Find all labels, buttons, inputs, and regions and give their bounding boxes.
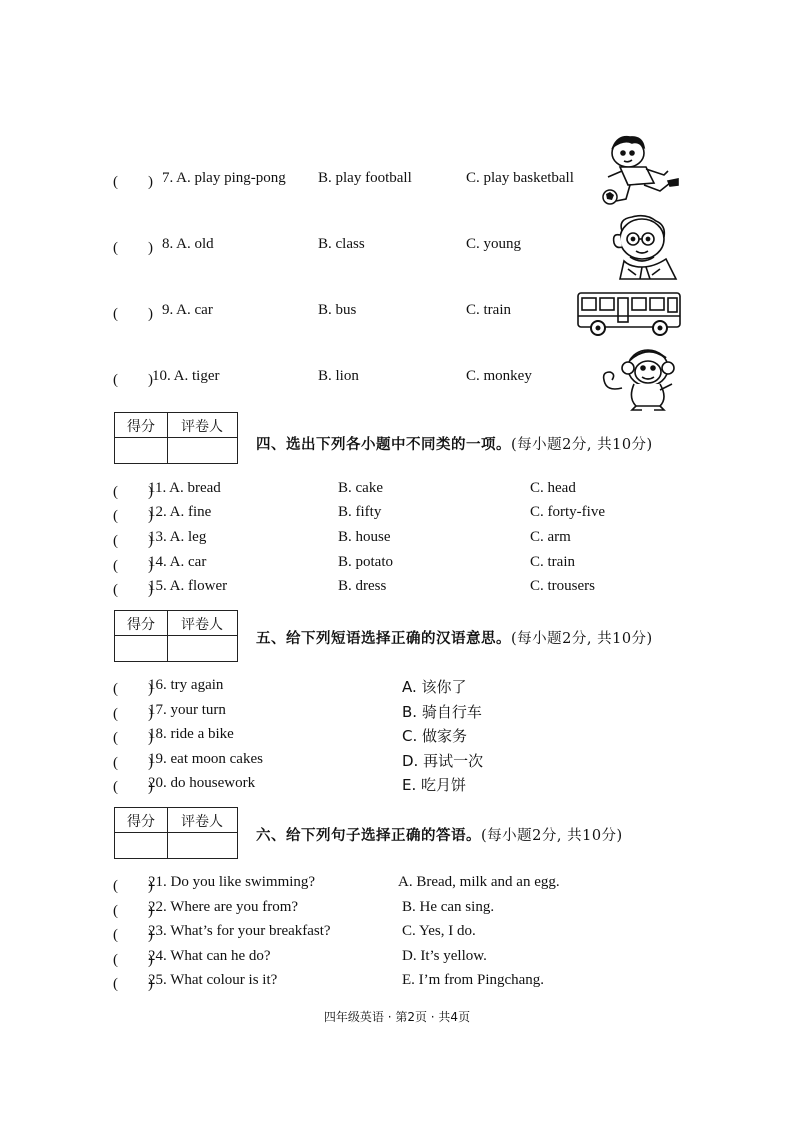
meaning: D. 再试一次 <box>402 752 484 770</box>
section-6-heading <box>256 824 623 845</box>
phrase: 17. your turn <box>148 702 226 718</box>
meaning: C. 做家务 <box>402 727 468 745</box>
option-a: 14. A. car <box>148 554 207 570</box>
option-a: 13. A. leg <box>148 529 207 545</box>
option-b: B. lion <box>318 368 359 384</box>
answer-option: A. Bread, milk and an egg. <box>398 874 560 890</box>
old-man-icon <box>606 213 684 281</box>
score-label: 得分 <box>127 814 155 830</box>
meaning: A. 该你了 <box>402 678 467 696</box>
answer-blank[interactable]: ( ) <box>113 927 153 943</box>
option-a: 15. A. flower <box>148 578 228 594</box>
grader-label: 评卷人 <box>181 419 223 435</box>
phrase: 16. try again <box>148 677 224 693</box>
option-a: 10. A. tiger <box>152 368 220 384</box>
question: 22. Where are you from? <box>148 899 299 915</box>
answer-blank[interactable]: ( ) <box>113 706 153 722</box>
option-a: 12. A. fine <box>148 504 212 520</box>
answer-blank[interactable]: ( ) <box>113 533 153 549</box>
option-c: C. arm <box>530 529 571 545</box>
meaning: E. 吃月饼 <box>402 776 467 794</box>
phrase: 18. ride a bike <box>148 726 234 742</box>
answer-blank[interactable]: ( ) <box>113 976 153 992</box>
option-c: C. play basketball <box>466 170 574 186</box>
grader-label: 评卷人 <box>181 617 223 633</box>
answer-blank[interactable]: ( ) <box>113 372 153 388</box>
monkey-icon <box>598 344 680 412</box>
score-label: 得分 <box>127 617 155 633</box>
option-a: 11. A. bread <box>148 480 221 496</box>
answer-blank[interactable]: ( ) <box>113 174 153 190</box>
option-c: C. monkey <box>466 368 532 384</box>
section-points: (每小题2分, 共10分) <box>511 437 653 453</box>
answer-blank[interactable]: ( ) <box>113 755 153 771</box>
option-b: B. house <box>338 529 391 545</box>
score-label: 得分 <box>127 419 155 435</box>
option-c: C. young <box>466 236 522 252</box>
section-title: 四、选出下列各小题中不同类的一项。 <box>256 437 511 453</box>
answer-option: E. I’m from Pingchang. <box>402 972 545 988</box>
answer-option: D. It’s yellow. <box>402 948 487 964</box>
answer-blank[interactable]: ( ) <box>113 306 153 322</box>
section-5-heading <box>256 627 653 648</box>
grader-label: 评卷人 <box>181 814 223 830</box>
score-box <box>114 412 238 464</box>
option-b: B. play football <box>318 170 412 186</box>
section-title: 五、给下列短语选择正确的汉语意思。 <box>256 631 511 647</box>
option-c: C. head <box>530 480 576 496</box>
answer-option: C. Yes, I do. <box>402 923 476 939</box>
answer-blank[interactable]: ( ) <box>113 903 153 919</box>
option-a: 9. A. car <box>162 302 213 318</box>
section-title: 六、给下列句子选择正确的答语。 <box>256 828 481 844</box>
option-b: B. dress <box>338 578 387 594</box>
section-points: (每小题2分, 共10分) <box>481 828 623 844</box>
option-c: C. trousers <box>530 578 595 594</box>
section-points: (每小题2分, 共10分) <box>511 631 653 647</box>
option-c: C. forty-five <box>530 504 605 520</box>
section-4-heading <box>256 433 653 454</box>
phrase: 19. eat moon cakes <box>148 751 263 767</box>
option-b: B. bus <box>318 302 357 318</box>
page-footer: 四年级英语 · 第2页 · 共4页 <box>323 1010 471 1024</box>
question: 24. What can he do? <box>148 948 271 964</box>
option-b: B. potato <box>338 554 393 570</box>
phrase: 20. do housework <box>148 775 256 791</box>
option-b: B. class <box>318 236 365 252</box>
option-b: B. fifty <box>338 504 382 520</box>
answer-blank[interactable]: ( ) <box>113 240 153 256</box>
answer-blank[interactable]: ( ) <box>113 582 153 598</box>
bus-icon <box>576 290 686 338</box>
answer-blank[interactable]: ( ) <box>113 878 153 894</box>
option-a: 8. A. old <box>162 236 214 252</box>
answer-blank[interactable]: ( ) <box>113 508 153 524</box>
option-a: 7. A. play ping-pong <box>162 170 286 186</box>
answer-blank[interactable]: ( ) <box>113 952 153 968</box>
score-box <box>114 610 238 662</box>
answer-blank[interactable]: ( ) <box>113 730 153 746</box>
question: 25. What colour is it? <box>148 972 278 988</box>
meaning: B. 骑自行车 <box>402 703 482 721</box>
score-box <box>114 807 238 859</box>
question: 21. Do you like swimming? <box>148 874 316 890</box>
option-c: C. train <box>466 302 511 318</box>
answer-blank[interactable]: ( ) <box>113 484 153 500</box>
answer-option: B. He can sing. <box>402 899 495 915</box>
answer-blank[interactable]: ( ) <box>113 779 153 795</box>
question: 23. What’s for your breakfast? <box>148 923 331 939</box>
option-b: B. cake <box>338 480 383 496</box>
option-c: C. train <box>530 554 575 570</box>
boy-playing-football-icon <box>598 133 684 207</box>
answer-blank[interactable]: ( ) <box>113 558 153 574</box>
answer-blank[interactable]: ( ) <box>113 681 153 697</box>
